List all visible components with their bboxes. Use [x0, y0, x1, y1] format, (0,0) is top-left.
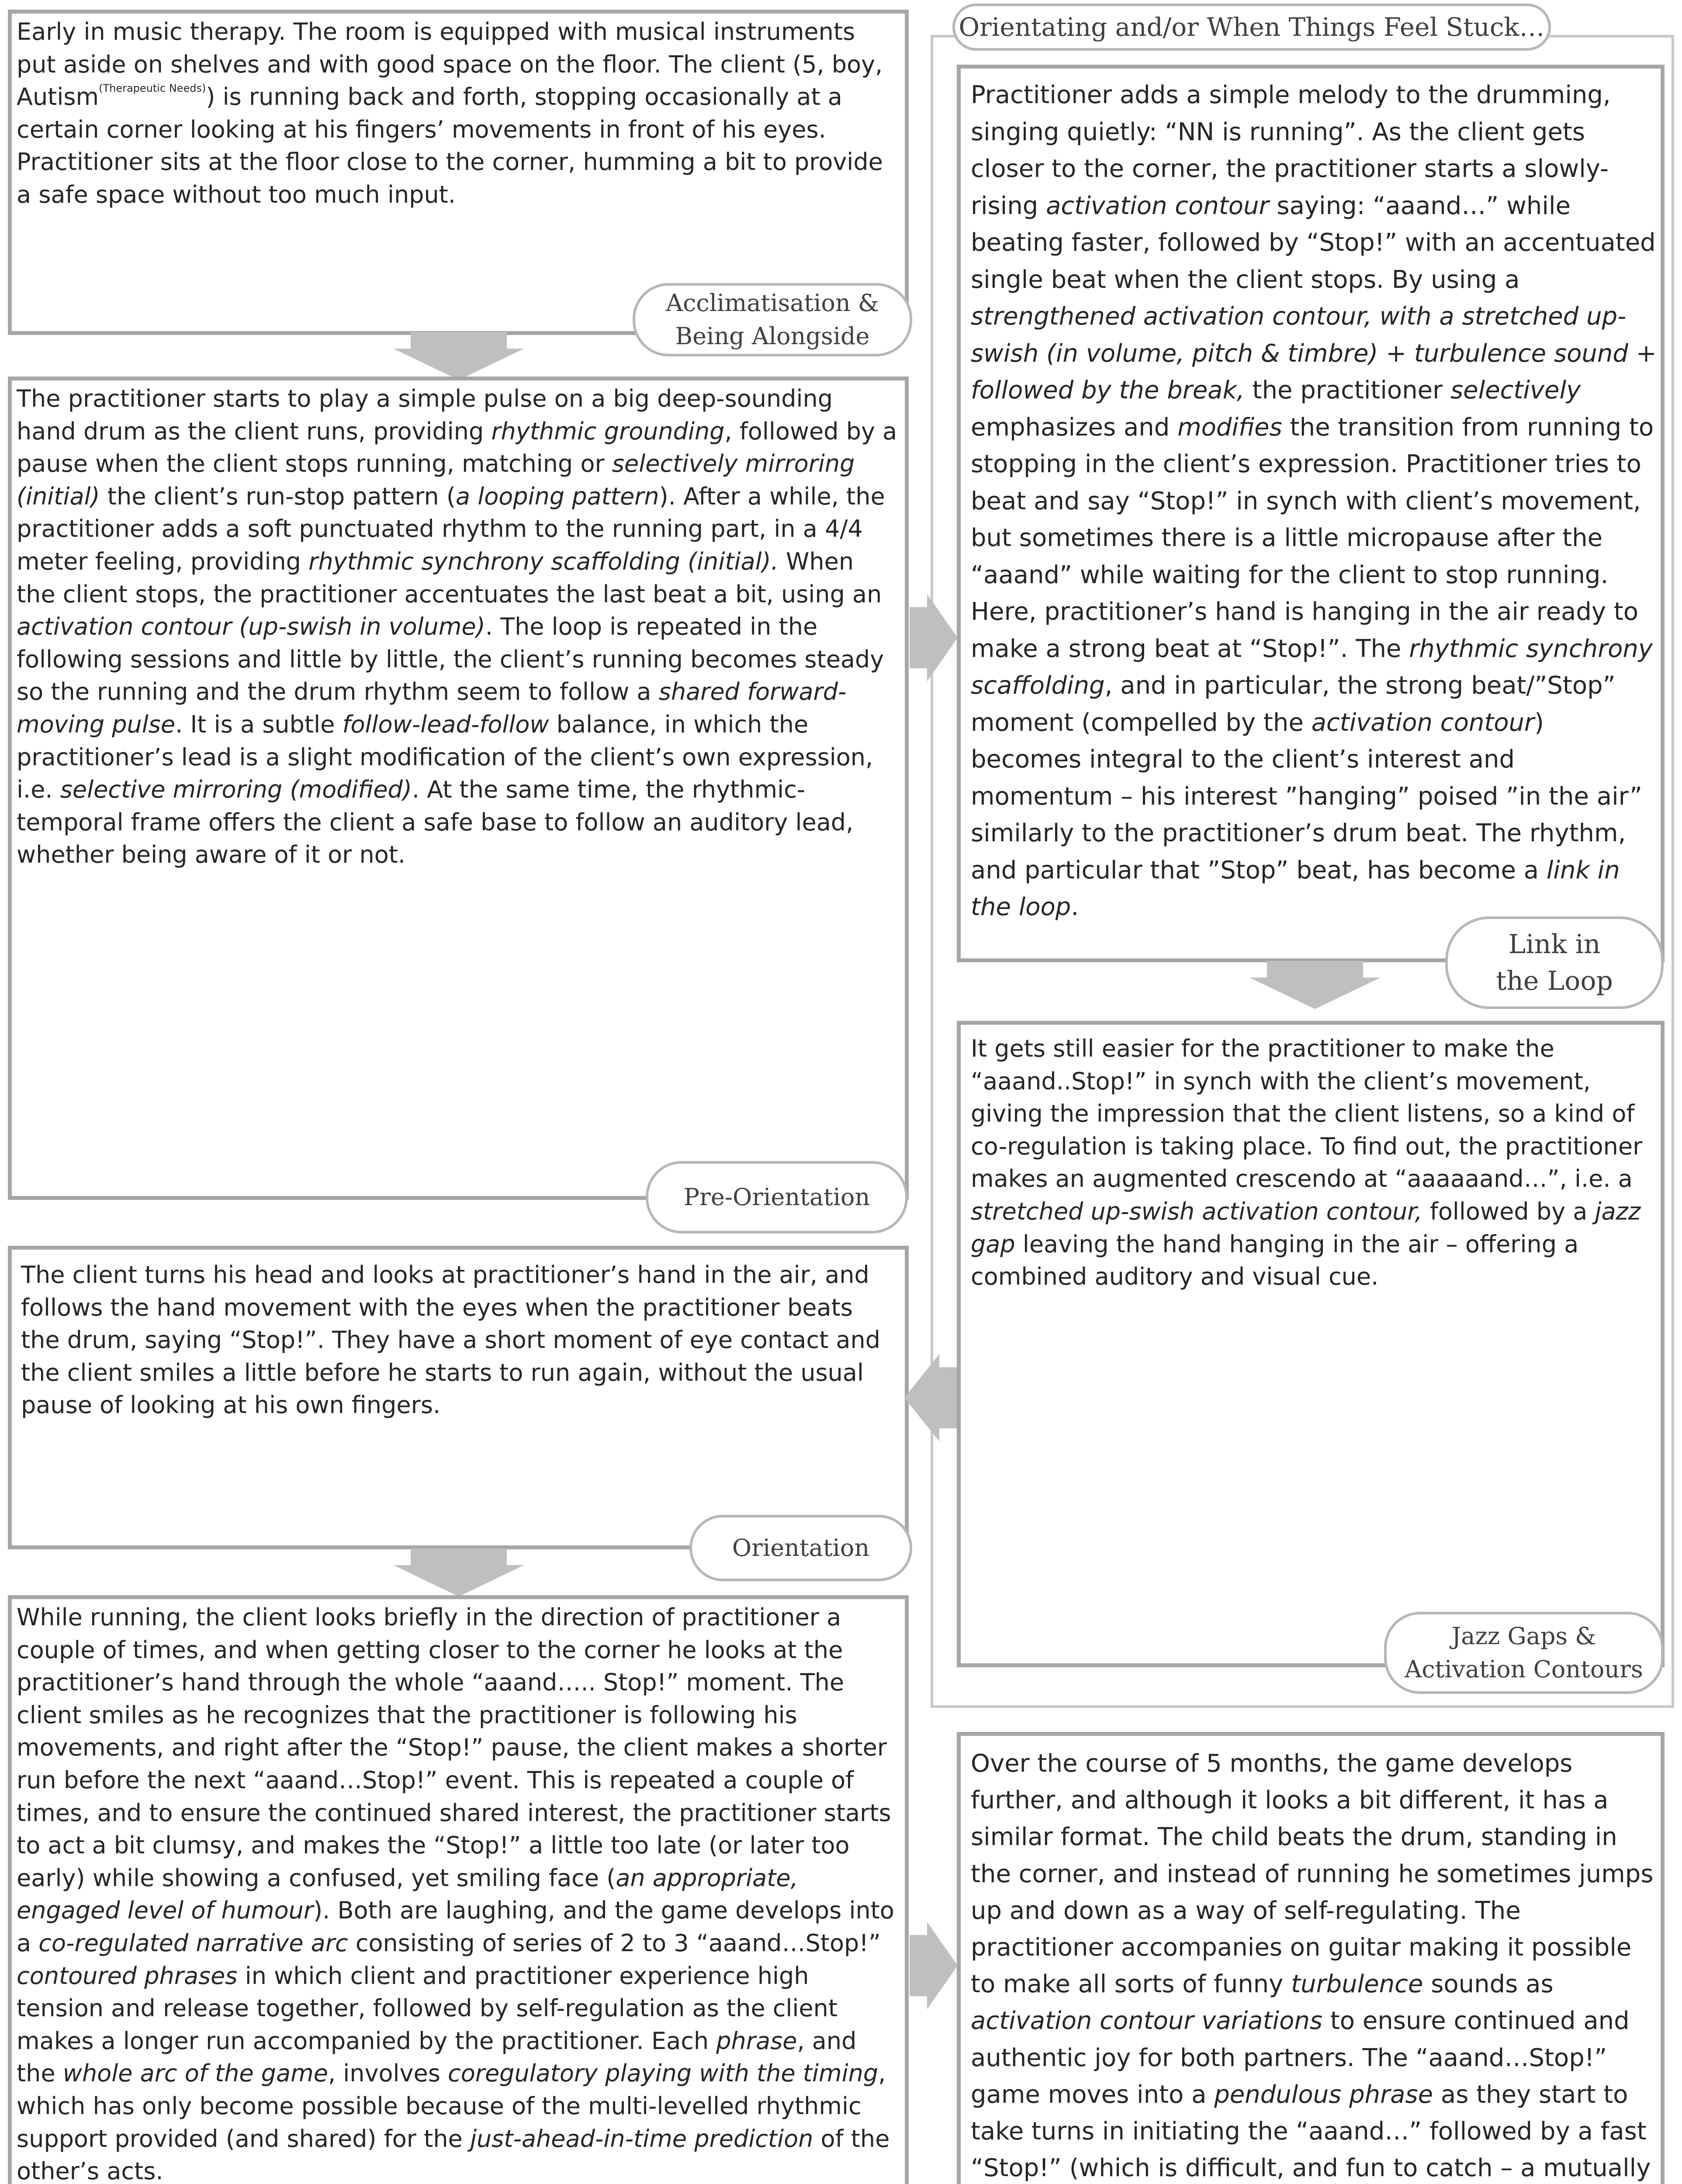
arrow-right-preorientation-to-link: [910, 594, 958, 681]
link-loop-text: Practitioner adds a simple melody to the drumming, singing quietly: “NN is running”. As the client gets closer to the corner, the practitioner starts a slowly-rising activation contour saying: “aaand…” while beating faster, followed by “Stop!” with an accentuated single beat when the client stops. By using a strengthened activation contour, with a stretched up-swish (in volume, pitch & timbre) + turbulence sound + followed by the break, the practitioner selectively emphasizes and modifies the transition from running to stopping in the client’s expression. Practitioner tries to beat and say “Stop!” in synch with client’s movement, but sometimes there is a little micropause after the “aaand” while waiting for the client to stop running. Here, practitioner’s hand is hanging in the air ready to make a strong beat at “Stop!”. The rhythmic synchrony scaffolding, and in particular, the strong beat/”Stop” moment (compelled by the activation contour) becomes integral to the client’s interest and momentum – his interest ”hanging” poised ”in the air” similarly to the practitioner’s drum beat. The rhythm, and particular that ”Stop” beat, has become a link in the loop.: [971, 81, 1657, 921]
arrow-left-jazz-to-orientation: [904, 1354, 961, 1441]
link-loop-label: Link in the Loop: [1445, 916, 1664, 1009]
jazz-gaps-text: It gets still easier for the practitioner to make the “aaand..Stop!” in synch with the client’s movement, giving the impression that the client listens, so a kind of co-regulation is taking place. To find out, the practitioner makes an augmented crescendo at “aaaaaand…”, i.e. a stretched up-swish activation contour, followed by a jazz gap leaving the hand hanging in the air – offering a combined auditory and visual cue.: [971, 1035, 1643, 1291]
arrow-down-acclimatisation-to-preorientation: [393, 332, 524, 380]
game-text: While running, the client looks briefly in the direction of practitioner a couple of times, and when getting closer to the corner he looks at the practitioner’s hand through the whole “aaand….. Stop!” moment. The client smiles as he recognizes that the practitioner is following his movements, and right after the “Stop!” pause, the client makes a shorter run before the next “aaand…Stop!” event. This is repeated a couple of times, and to ensure the continued shared interest, the practitioner starts to act a bit clumsy, and makes the “Stop!” a little too late (or later too early) while showing a confused, yet smiling face (an appropriate, engaged level of humour). Both are laughing, and the game develops into a co-regulated narrative arc consisting of series of 2 to 3 “aaand…Stop!” contoured phrases in which client and practitioner experience high tension and release together, followed by self-regulation as the client makes a longer run accompanied by the practitioner. Each phrase, and the whole arc of the game, involves coregulatory playing with the timing, which has only become possible because of the multi-levelled rhythmic support provided (and shared) for the just-ahead-in-time prediction of the other’s acts.: [17, 1603, 894, 2184]
arrow-down-orientation-to-game: [393, 1548, 524, 1597]
pre-orientation-label: Pre-Orientation: [646, 1161, 908, 1234]
jazz-gaps-label: Jazz Gaps & Activation Contours: [1384, 1612, 1664, 1694]
therapeutic-needs-superscript: (Therapeutic Needs): [99, 82, 206, 95]
pre-orientation-text: The practitioner starts to play a simple pulse on a big deep-sounding hand drum as the client runs, providing rhythmic grounding, followed by a pause when the client stops running, matching or selectively mirroring (initial) the client’s run-stop pattern (a looping pattern). After a while, the practitioner adds a soft punctuated rhythm to the running part, in a 4/4 meter feeling, providing rhythmic synchrony scaffolding (initial). When the client stops, the practitioner accentuates the last beat a bit, using an activation contour (up-swish in volume). The loop is repeated in the following sessions and little by little, the client’s running becomes steady so the running and the drum rhythm seem to follow a shared forward-moving pulse. It is a subtle follow-lead-follow balance, in which the practitioner’s lead is a slight modification of the client’s own expression, i.e. selective mirroring (modified). At the same time, the rhythmic-temporal frame offers the client a safe base to follow an auditory lead, whether being aware of it or not.: [17, 385, 897, 869]
arrow-right-game-to-tonescapes: [910, 1922, 958, 2009]
tonescapes-text: Over the course of 5 months, the game develops further, and although it looks a bit different, it has a similar format. The child beats the drum, standing in the corner, and instead of running he sometimes jumps up and down as a way of self-regulating. The practitioner accompanies on guitar making it possible to make all sorts of funny turbulence sounds as activation contour variations to ensure continued and authentic joy for both partners. The “aaand…Stop!” game moves into a pendulous phrase as they start to take turns in initiating the “aaand…” followed by a fast “Stop!” (which is difficult, and fun to catch – a mutually: [971, 1749, 1654, 2183]
acclimatisation-text: Early in music therapy. The room is equipped with musical instruments put aside on shelves and with good space on the floor. The client (5, boy, Autism$^{(Therapeutic Needs)}$) is running back and forth, stopping occasionally at a certain corner looking at his fingers’ movements in front of his eyes. Practitioner sits at the floor close to the corner, humming a bit to provide a safe space without too much input.: [17, 18, 883, 208]
acclimatisation-label: Acclimatisation & Being Alongside: [633, 283, 912, 356]
orientation-text: The client turns his head and looks at practitioner’s hand in the air, and follows the hand movement with the eyes when the practitioner beats the drum, saying “Stop!”. They have a short moment of eye contact and the client smiles a little before he starts to run again, without the usual pause of looking at his own fingers.: [21, 1261, 881, 1419]
outer-frame-title: Orientating and/or When Things Feel Stuck…: [952, 3, 1551, 51]
orientation-label: Orientation: [689, 1515, 912, 1581]
arrow-down-link-to-jazz: [1249, 961, 1381, 1009]
